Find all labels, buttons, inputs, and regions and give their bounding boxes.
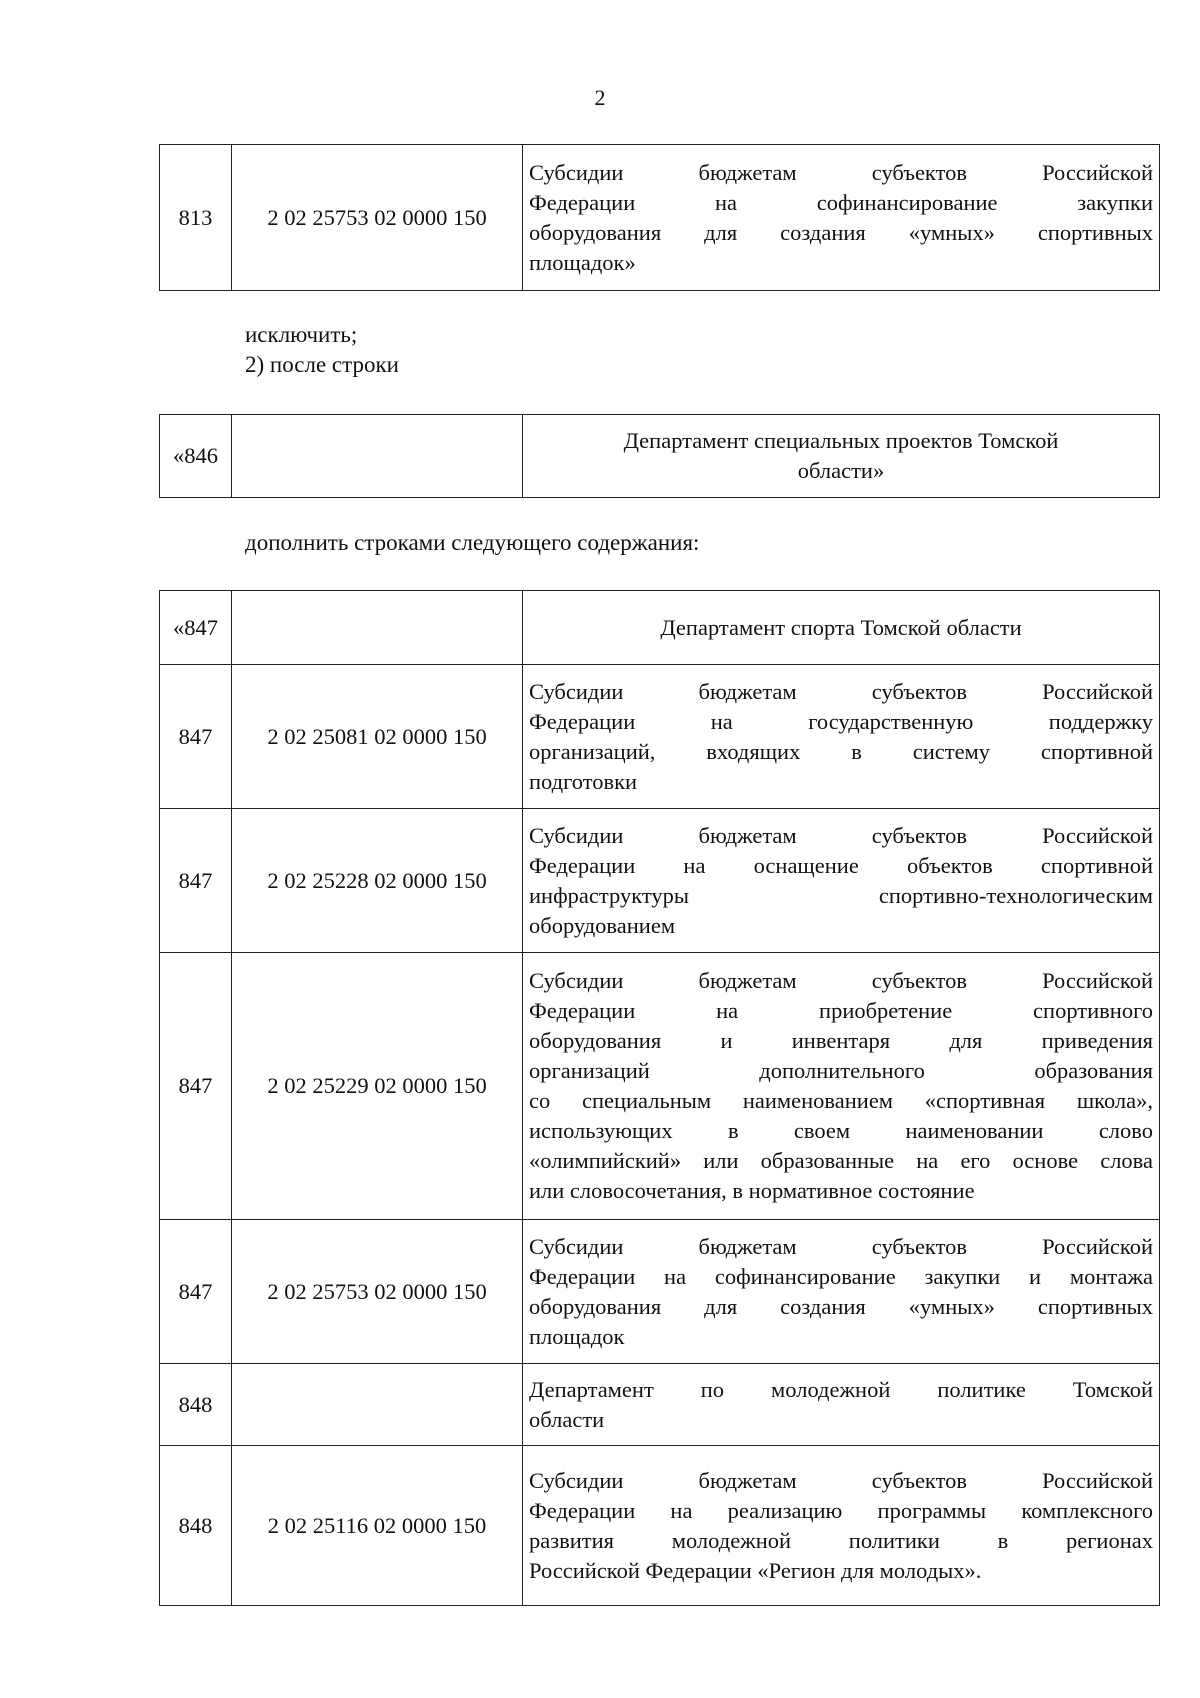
- row-name: [523, 415, 1160, 498]
- name-line: Федерации на софинансирование закупки: [529, 189, 1153, 215]
- table-row: [160, 665, 1160, 809]
- name-line: Субсидии бюджетам субъектов Российской: [529, 1233, 1153, 1259]
- name-line: области: [529, 1406, 605, 1432]
- name-line: подготовки: [529, 768, 638, 794]
- name-line: оборудования для создания «умных» спортивных: [529, 1293, 1153, 1319]
- name-line: Департамент по молодежной политике Томской: [529, 1376, 1153, 1402]
- anchor-row-table: [159, 414, 1160, 498]
- row-kbk: 2 02 25228 02 0000 150: [232, 809, 523, 953]
- name-line: оборудованием: [529, 912, 676, 938]
- row-name: Департамент спорта Томской области: [523, 591, 1160, 665]
- name-line: Российской Федерации «Регион для молодых».: [529, 1557, 982, 1583]
- table-row: [160, 415, 1160, 498]
- table-row: [160, 591, 1160, 665]
- name-line: Федерации на софинансирование закупки и монтажа: [529, 1263, 1153, 1289]
- name-line: организаций дополнительного образования: [529, 1058, 1153, 1083]
- row-kbk: 2 02 25753 02 0000 150: [232, 1220, 523, 1364]
- name-line: Федерации на реализацию программы комплексного: [529, 1497, 1153, 1523]
- row-name: [523, 665, 1160, 809]
- row-code: 848: [160, 1446, 232, 1606]
- table-row: [160, 145, 1160, 291]
- row-kbk: 2 02 25753 02 0000 150: [232, 145, 523, 291]
- name-line: области»: [797, 458, 885, 483]
- name-line: площадок»: [529, 249, 636, 275]
- row-name: [523, 1220, 1160, 1364]
- table-row: [160, 809, 1160, 953]
- name-line: организаций, входящих в систему спортивной: [529, 738, 1153, 764]
- row-code: 847: [160, 1220, 232, 1364]
- row-code: 847: [160, 953, 232, 1220]
- name-line: Субсидии бюджетам субъектов Российской: [529, 1467, 1153, 1493]
- row-name: [523, 145, 1160, 291]
- name-line: «олимпийский» или образованные на его основе слова: [529, 1148, 1153, 1173]
- name-line: оборудования и инвентаря для приведения: [529, 1028, 1153, 1053]
- row-code: 847: [160, 665, 232, 809]
- name-line: со специальным наименованием «спортивная школа»,: [529, 1088, 1153, 1113]
- row-kbk: [232, 1364, 523, 1446]
- name-line: Федерации на оснащение объектов спортивной: [529, 852, 1153, 878]
- name-line: Департамент специальных проектов Томской: [623, 428, 1059, 453]
- excluded-row-table: [159, 144, 1160, 291]
- name-line: площадок: [529, 1323, 625, 1349]
- row-name: [523, 953, 1160, 1220]
- page-number: 2: [594, 85, 606, 110]
- name-line: Субсидии бюджетам субъектов Российской: [529, 678, 1153, 704]
- row-name: [523, 1446, 1160, 1606]
- row-code: 847: [160, 809, 232, 953]
- row-kbk: 2 02 25081 02 0000 150: [232, 665, 523, 809]
- name-line: Федерации на приобретение спортивного: [529, 998, 1153, 1023]
- paragraph-line: 2) после строки: [245, 352, 399, 377]
- name-line: Субсидии бюджетам субъектов Российской: [529, 968, 1153, 993]
- row-code: «846: [160, 415, 232, 498]
- name-line: развития молодежной политики в регионах: [529, 1527, 1153, 1553]
- row-kbk: 2 02 25229 02 0000 150: [232, 953, 523, 1220]
- table-row: [160, 953, 1160, 1220]
- row-name: [523, 809, 1160, 953]
- paragraph-line: дополнить строками следующего содержания:: [245, 530, 700, 555]
- row-code: 813: [160, 145, 232, 291]
- added-rows-table: [159, 590, 1160, 1606]
- table-row: [160, 1364, 1160, 1446]
- name-line: оборудования для создания «умных» спортивных: [529, 219, 1153, 245]
- name-line: использующих в своем наименовании слово: [529, 1118, 1153, 1143]
- name-line: Субсидии бюджетам субъектов Российской: [529, 159, 1153, 185]
- row-kbk: [232, 591, 523, 665]
- row-name: [523, 1364, 1160, 1446]
- table-row: [160, 1220, 1160, 1364]
- row-code: «847: [160, 591, 232, 665]
- name-line: Федерации на государственную поддержку: [529, 708, 1153, 734]
- table-row: [160, 1446, 1160, 1606]
- paragraph-exclude: [245, 320, 399, 380]
- name-line: или словосочетания, в нормативное состояние: [529, 1178, 975, 1203]
- name-line: инфраструктуры спортивно-технологическим: [529, 882, 1153, 908]
- row-kbk: 2 02 25116 02 0000 150: [232, 1446, 523, 1606]
- row-code: 848: [160, 1364, 232, 1446]
- paragraph-add: [245, 528, 699, 558]
- paragraph-line: исключить;: [245, 322, 358, 347]
- name-line: Субсидии бюджетам субъектов Российской: [529, 822, 1153, 848]
- row-kbk: [232, 415, 523, 498]
